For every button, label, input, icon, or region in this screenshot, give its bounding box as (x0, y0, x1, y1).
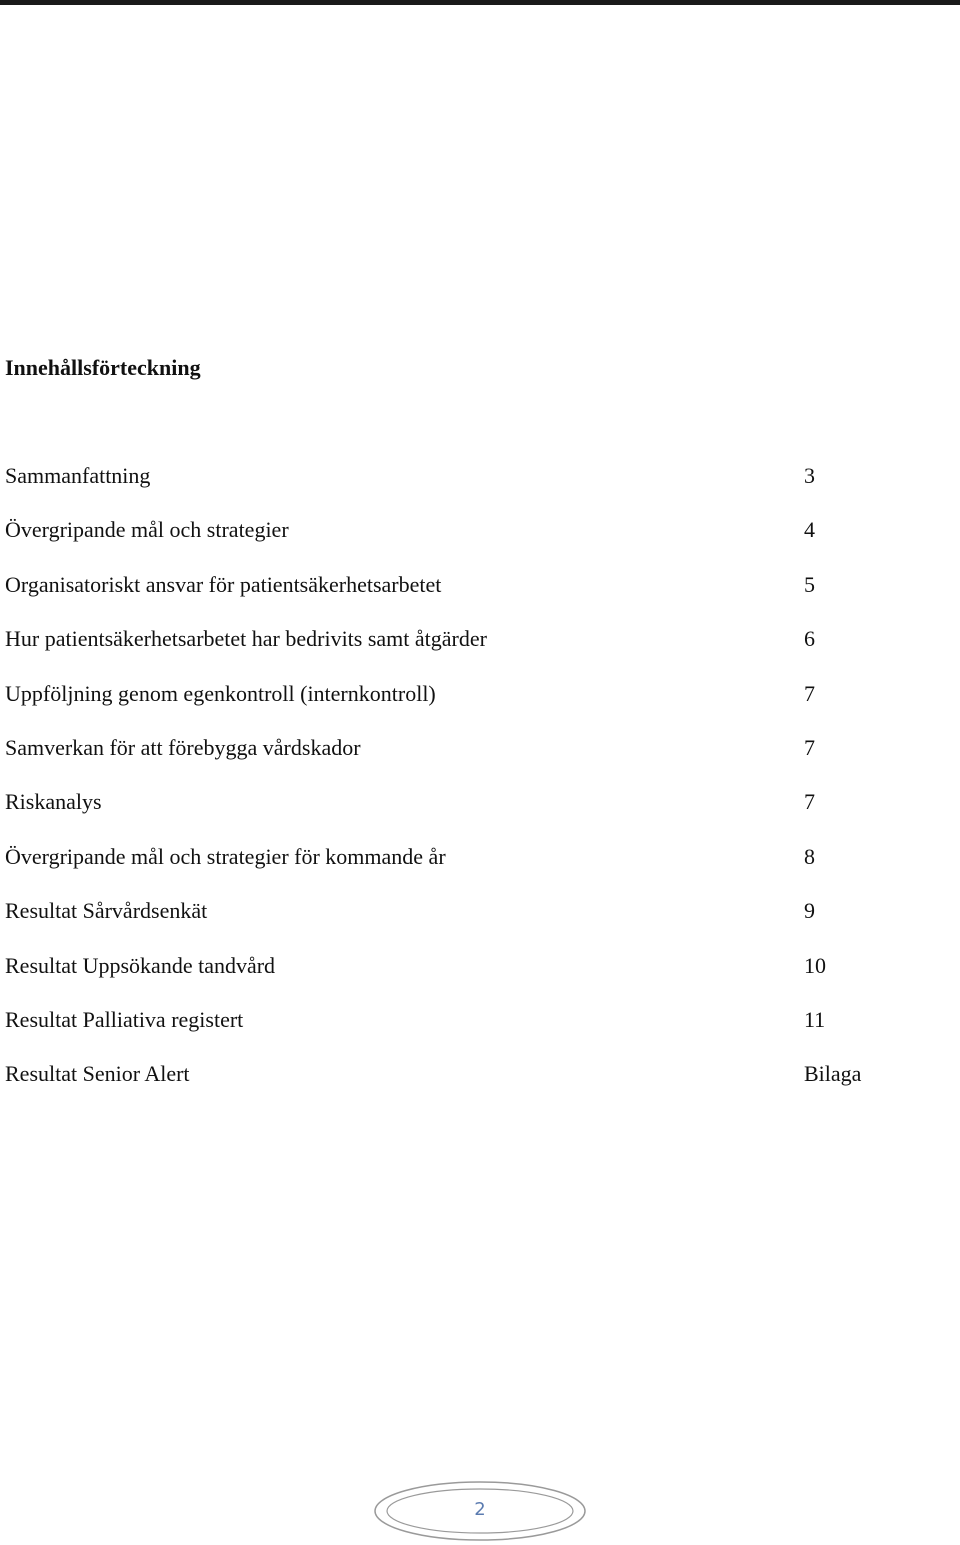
top-border-rule (0, 0, 960, 5)
toc-entry (5, 516, 905, 570)
toc-entry-label: Sammanfattning (5, 463, 151, 488)
toc-entry-label: Resultat Senior Alert (5, 1061, 190, 1087)
toc-entry-page: 3 (804, 463, 815, 488)
toc-entry-page: 7 (804, 789, 815, 815)
page-number: 2 (474, 1499, 486, 1520)
toc-entry-page: 4 (804, 517, 815, 543)
toc-entry (5, 843, 905, 897)
toc-entry-label: Uppföljning genom egenkontroll (internkontroll) (5, 680, 436, 706)
toc-entry-label: Organisatoriskt ansvar för patientsäkerhetsarbetet (5, 571, 442, 597)
toc-entry (5, 625, 905, 679)
toc-entry (5, 680, 905, 734)
toc-entry-label: Riskanalys (5, 789, 102, 815)
toc-entry-label: Övergripande mål och strategier för kommande år (5, 843, 446, 869)
toc-entry (5, 734, 905, 788)
toc-entry-page: 6 (804, 626, 815, 652)
toc-entry-page: 10 (804, 952, 826, 978)
toc-entry-page: 5 (804, 571, 815, 597)
toc-entry-page: 8 (804, 843, 815, 869)
toc-list (5, 462, 905, 1115)
toc-entry (5, 788, 905, 842)
toc-entry-label: Övergripande mål och strategier (5, 517, 289, 543)
toc-entry (5, 571, 905, 625)
toc-entry-label: Resultat Sårvårdsenkät (5, 898, 208, 924)
toc-entry-page: 11 (804, 1006, 826, 1032)
toc-entry (5, 1060, 905, 1114)
toc-entry-label: Hur patientsäkerhetsarbetet har bedrivits samt åtgärder (5, 626, 487, 652)
toc-entry-page: 7 (804, 734, 815, 760)
toc-entry (5, 952, 905, 1006)
toc-entry-label: Samverkan för att förebygga vårdskador (5, 734, 361, 760)
toc-heading: Innehållsförteckning (5, 355, 201, 380)
toc-entry-page: 7 (804, 680, 815, 706)
page-number-badge (373, 1480, 587, 1542)
toc-entry-page: 9 (804, 898, 815, 924)
toc-entry (5, 462, 905, 516)
toc-entry (5, 1006, 905, 1060)
toc-entry (5, 897, 905, 951)
toc-entry-label: Resultat Palliativa registert (5, 1006, 244, 1032)
toc-entry-label: Resultat Uppsökande tandvård (5, 952, 276, 978)
toc-entry-page: Bilaga (804, 1061, 862, 1087)
